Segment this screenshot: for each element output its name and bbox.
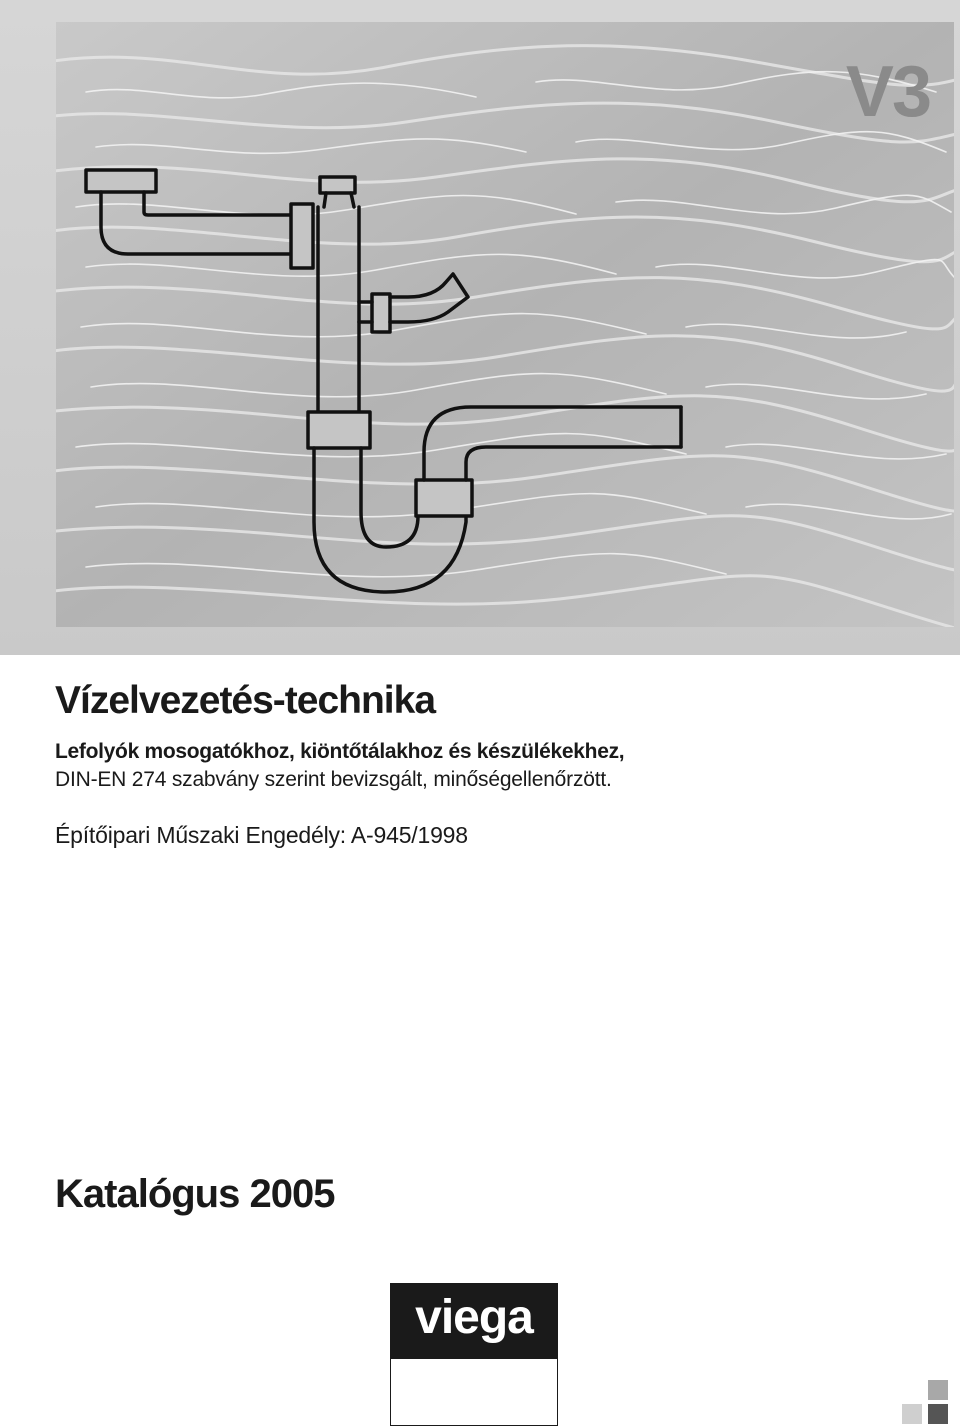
viega-logo <box>390 1283 558 1426</box>
logo-white-field <box>390 1358 558 1426</box>
catalog-label: Katalógus 2005 <box>55 1172 335 1216</box>
page-title: Vízelvezetés-technika <box>55 679 436 722</box>
water-texture <box>56 22 954 627</box>
approval-number: Építőipari Műszaki Engedély: A-945/1998 <box>55 822 468 848</box>
corner-squares-icon <box>900 1380 950 1426</box>
logo-wordmark: viega <box>415 1291 533 1344</box>
logo-black-field <box>390 1283 558 1358</box>
cover-illustration <box>56 22 954 627</box>
series-code: V3 <box>845 52 930 132</box>
subtitle-regular: DIN-EN 274 szabvány szerint bevizsgált, minőségellenőrzött. <box>55 768 612 791</box>
subtitle-bold: Lefolyók mosogatókhoz, kiöntőtálakhoz és készülékekhez, <box>55 740 625 763</box>
